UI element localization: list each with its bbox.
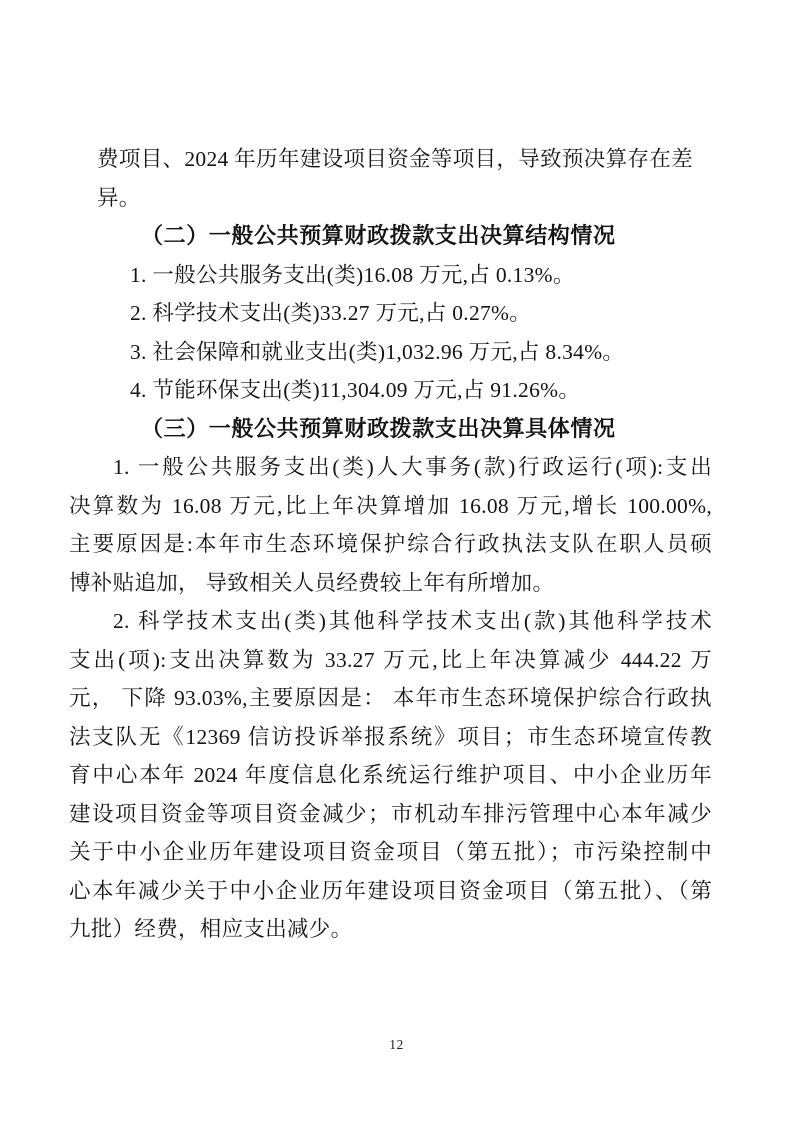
text-line: 九批）经费，相应支出减少。	[69, 917, 353, 941]
text-line: 1. 一般公共服务支出(类)16.08 万元,占 0.13%。	[130, 262, 575, 287]
section-heading: （二）一般公共预算财政拨款支出决算结构情况	[141, 223, 616, 248]
text-line: 4. 节能环保支出(类)11,304.09 万元,占 91.26%。	[130, 378, 581, 402]
text-line: 建设项目资金等项目资金减少；市机动车排污管理中心本年减少	[69, 801, 712, 826]
page-number: 12	[389, 1037, 404, 1052]
section-heading: （三）一般公共预算财政拨款支出决算具体情况	[141, 415, 616, 441]
text-line: 主要原因是:本年市生态环境保护综合行政执法支队在职人员硕	[69, 532, 712, 556]
text-line: 支出(项):支出决算数为 33.27 万元,比上年决算减少 444.22 万	[69, 647, 712, 672]
text-line: 心本年减少关于中小企业历年建设项目资金项目（第五批）、（第	[69, 878, 712, 903]
text-line: 2. 科学技术支出(类)33.27 万元,占 0.27%。	[130, 301, 532, 325]
text-line: 异。	[97, 185, 141, 210]
text-line: 3. 社会保障和就业支出(类)1,032.96 万元,占 8.34%。	[130, 339, 625, 364]
text-line: 1. 一般公共服务支出(类)人大事务(款)行政运行(项):支出	[113, 455, 712, 479]
text-line: 育中心本年 2024 年度信息化系统运行维护项目、中小企业历年	[69, 763, 712, 787]
text-line: 关于中小企业历年建设项目资金项目（第五批）；市污染控制中	[69, 840, 712, 864]
text-line: 元， 下降 93.03%,主要原因是： 本年市生态环境保护综合行政执	[69, 686, 712, 710]
text-line: 2. 科学技术支出(类)其他科学技术支出(款)其他科学技术	[113, 609, 712, 633]
text-content	[69, 140, 712, 949]
text-line: 法支队无《12369 信访投诉举报系统》项目；市生态环境宣传教	[69, 724, 712, 749]
text-line: 决算数为 16.08 万元,比上年决算增加 16.08 万元,增长 100.00%,	[69, 493, 712, 518]
text-line: 费项目、2024 年历年建设项目资金等项目，导致预决算存在差	[97, 147, 693, 171]
text-line: 博补贴追加， 导致相关人员经费较上年有所增加。	[69, 570, 555, 595]
